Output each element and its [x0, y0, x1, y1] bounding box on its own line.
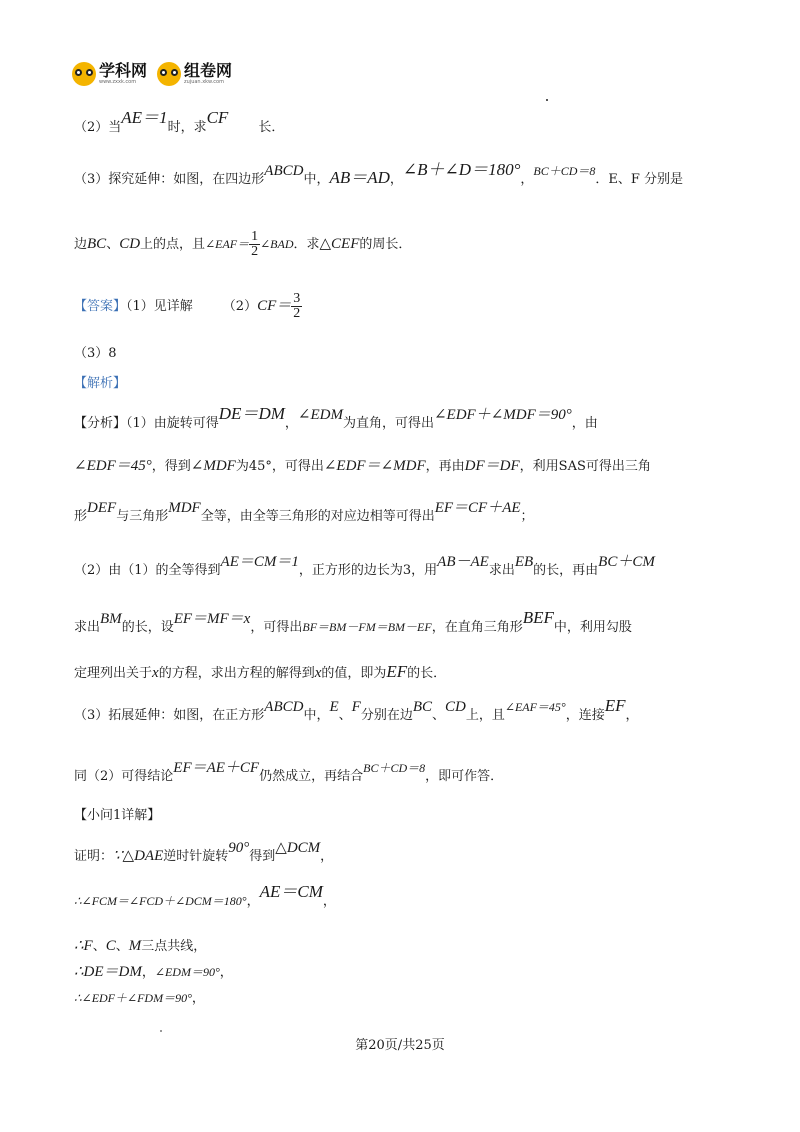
- analysis-5: 求出BM的长，设EF＝MF＝x，可得出BF＝BM－FM＝BM－EF，在直角三角形BEF中，利用勾股: [74, 608, 632, 635]
- sub-question-tag: 【小问1详解】: [74, 808, 161, 823]
- proof-5: ∴∠EDF＋∠FDM＝90°，: [74, 991, 205, 1006]
- proof-3: ∴F、C、M三点共线，: [74, 938, 207, 954]
- question-2: （2）当AE＝1时，求CF长．: [74, 108, 285, 135]
- brand-url-2: zujuan.xkw.com: [184, 79, 224, 85]
- analysis-7: （3）拓展延伸：如图，在正方形ABCD中，E、F分别在边BC、CD上，且∠EAF＝45°，连接EF，: [74, 696, 639, 723]
- proof-4: ∴DE＝DM，∠EDM＝90°，: [74, 964, 233, 980]
- owl-icon: [157, 62, 181, 86]
- analysis-4: （2）由（1）的全等得到AE＝CM＝1，正方形的边长为3，用AB－AE求出EB的长，再由BC＋CM: [74, 554, 655, 578]
- speck: [546, 99, 548, 101]
- proof-2: ∴∠FCM＝∠FCD＋∠DCM＝180°，AE＝CM，: [74, 882, 336, 909]
- xkw-logo: [72, 62, 147, 86]
- analysis-2: ∠EDF＝45°，得到∠MDF为45°，可得出∠EDF＝∠MDF，再由DF＝DF，利用SAS可得出三角: [74, 458, 651, 474]
- fraction: $\frac{3}{2}$: [293, 291, 301, 321]
- brand-name-1: 学科网: [99, 61, 148, 80]
- brand-name-2: 组卷网: [184, 61, 233, 80]
- analysis-1: 【分析】（1）由旋转可得DE＝DM，∠EDM为直角，可得出∠EDF＋∠MDF＝90°，由: [74, 404, 598, 431]
- page-number: 第20页/共25页: [355, 1038, 445, 1053]
- speck: [160, 1030, 162, 1032]
- analysis-8: 同（2）可得结论EF＝AE＋CF仍然成立，再结合BC＋CD＝8，即可作答．: [74, 760, 504, 784]
- question-3-cont: 边BC、CD上的点，且∠EAF＝ $\frac{1}{2}$ ∠BAD．求△CEF的周长．: [74, 229, 412, 259]
- analysis-6: 定理列出关于x的方程，求出方程的解得到x的值，即为EF的长．: [74, 662, 447, 681]
- analysis-3: 形DEF与三角形MDF全等，由全等三角形的对应边相等可得出EF＝CF＋AE；: [74, 500, 534, 524]
- fraction: $\frac{1}{2}$: [251, 229, 259, 259]
- question-3: （3）探究延伸：如图，在四边形ABCD中，AB＝AD，∠B＋∠D＝180°，BC＋CD＝8．E、F 分别是: [74, 160, 684, 187]
- answer-line: 【答案】（1）见详解 （2）CF＝ $\frac{3}{2}$: [74, 291, 301, 321]
- site-logo: [72, 60, 242, 88]
- proof-1: 证明：∵△DAE逆时针旋转90°得到△DCM，: [74, 840, 334, 864]
- answer-3: （3）8: [74, 346, 117, 361]
- zujuan-logo: [157, 62, 232, 86]
- answer-tag: 【答案】: [74, 299, 127, 314]
- owl-icon: [72, 62, 96, 86]
- brand-url-1: www.zxxk.com: [99, 79, 137, 85]
- analysis-tag: 【解析】: [74, 376, 127, 391]
